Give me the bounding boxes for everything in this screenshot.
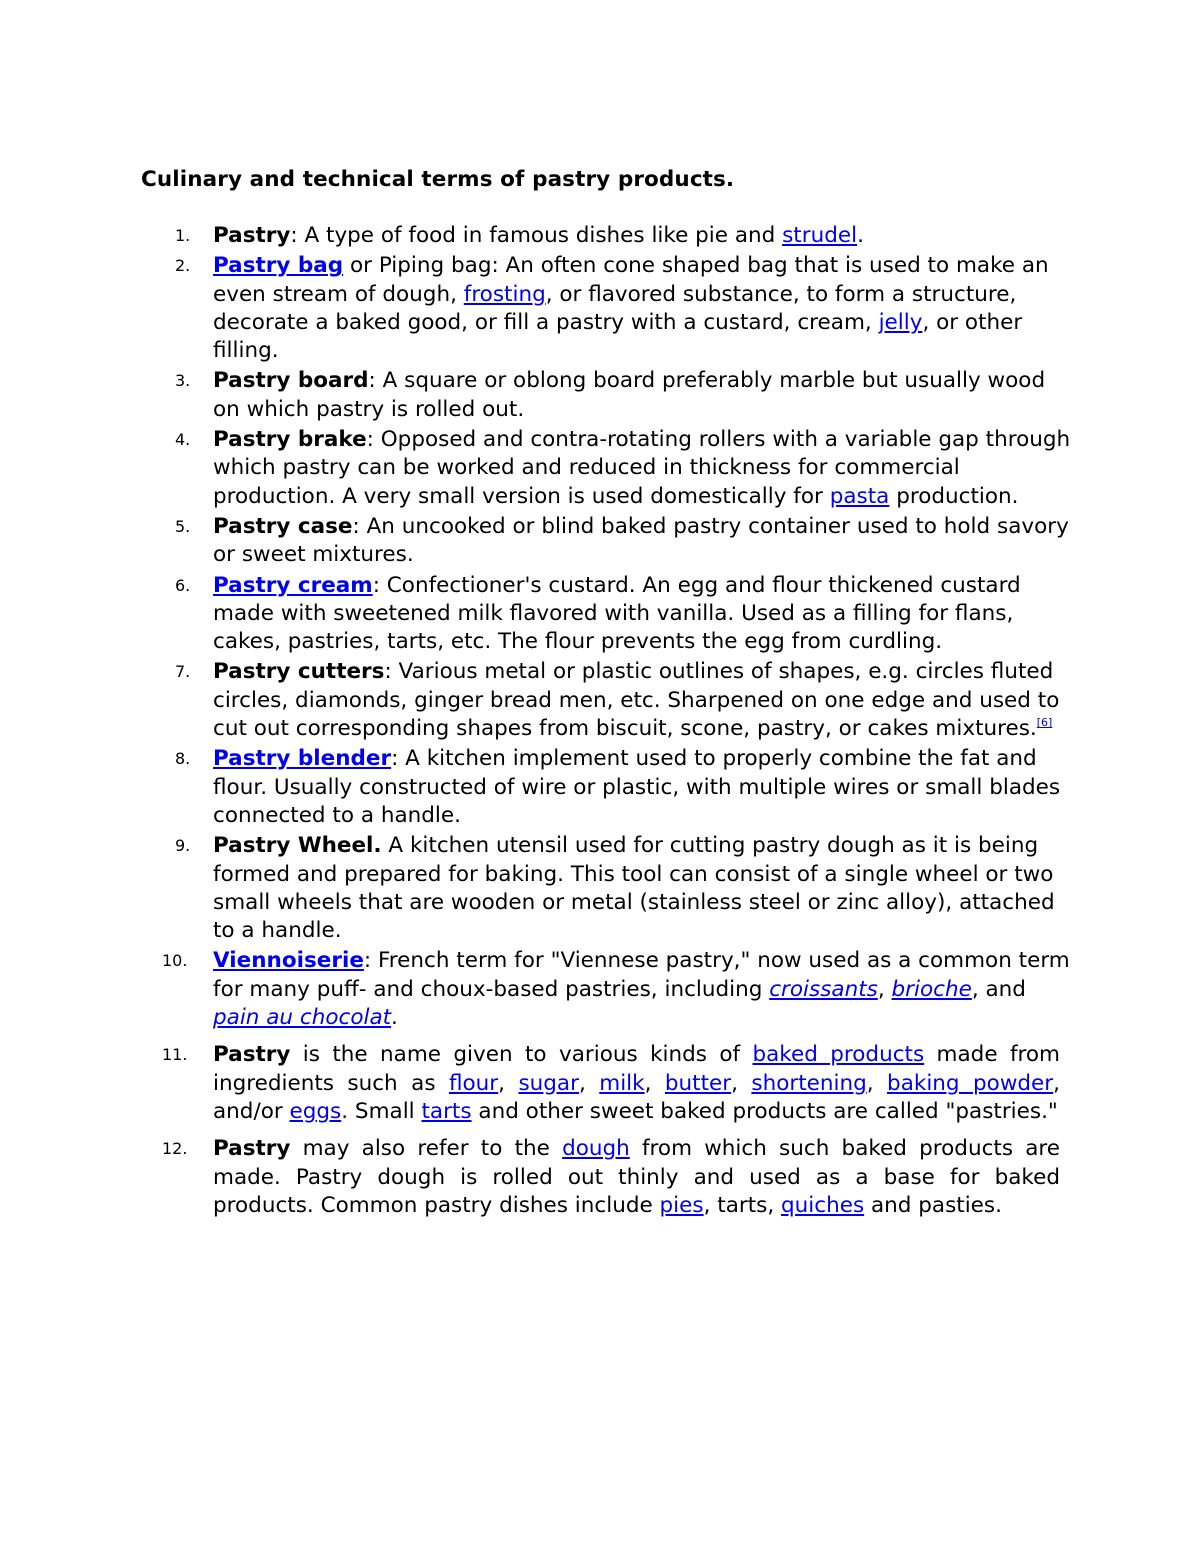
item-text: may also refer to the: [290, 1136, 563, 1162]
item-text: : French term for "Viennese pastry," now used as a common term for many puff- and choux-based pastries, including: [213, 948, 1070, 1002]
link-milk[interactable]: milk: [599, 1070, 645, 1096]
item-text: ,: [578, 1070, 600, 1096]
link-pasta[interactable]: pasta: [829, 483, 890, 509]
item-text: . Small: [341, 1098, 422, 1124]
term-label: Pastry cutters: [213, 659, 385, 685]
list-item: [0, 252, 1200, 365]
list-item: [0, 947, 1200, 1032]
link-tarts[interactable]: tarts: [421, 1098, 472, 1124]
item-number: 3.: [175, 371, 191, 391]
link-sugar[interactable]: sugar: [518, 1070, 579, 1096]
item-number: 10.: [162, 951, 188, 971]
link-jelly[interactable]: jelly: [878, 309, 923, 335]
item-number: 5.: [175, 516, 191, 536]
item-number: 1.: [175, 226, 191, 245]
item-text: ,: [644, 1070, 665, 1096]
link-strudel[interactable]: strudel: [782, 223, 858, 248]
list-item: [0, 426, 1200, 511]
item-text: and pasties.: [864, 1192, 1002, 1218]
item-text: and other sweet baked products are called "pastries.": [471, 1098, 1058, 1124]
list-item: [0, 658, 1200, 743]
item-text: , tarts,: [703, 1192, 782, 1218]
item-text: A kitchen utensil used for cutting pastry dough as it is being formed and prepared for baking. This tool can consist of a single wheel or two small wheels that are wooden or metal (stainless steel or zinc alloy), attached to a handle.: [213, 833, 1055, 944]
link-pain-au-chocolat[interactable]: pain au chocolat: [213, 1005, 392, 1031]
link-croissants[interactable]: croissants: [769, 976, 878, 1002]
list-item: [0, 222, 1200, 250]
item-text: , and/or: [213, 1070, 1060, 1124]
list-item: [0, 367, 1200, 424]
item-text: , or other filling.: [213, 309, 1023, 364]
link-pastry-blender[interactable]: Pastry blender: [213, 746, 392, 772]
term-label: Pastry: [213, 223, 291, 248]
item-text: made from ingredients such as: [213, 1042, 1060, 1096]
item-text: , and: [971, 976, 1026, 1002]
item-text: ,: [498, 1070, 519, 1096]
item-text: : Opposed and contra-rotating rollers with a variable gap through which pastry can be worked and reduced in thickness for commercial production. A very small version is used domestically for: [213, 427, 1071, 509]
link-frosting[interactable]: frosting: [463, 281, 546, 307]
term-label: Pastry board: [213, 368, 369, 394]
item-text: from which such baked products are made. Pastry dough is rolled out thinly and used as a base for baked products. Common pastry dishes include: [213, 1136, 1060, 1218]
item-number: 2.: [175, 256, 191, 276]
item-number: 11.: [162, 1045, 188, 1065]
link-shortening[interactable]: shortening: [751, 1070, 867, 1096]
list-item: [0, 745, 1200, 830]
item-text: ,: [866, 1070, 888, 1096]
item-text: , or flavored substance, to form a structure, decorate a baked good, or fill a pastry with a custard, cream,: [213, 281, 1017, 335]
link-quiches[interactable]: quiches: [781, 1192, 865, 1218]
item-number: 4.: [175, 430, 191, 450]
document-title: Culinary and technical terms of pastry products.: [141, 167, 735, 192]
item-number: 12.: [162, 1139, 188, 1159]
item-text: or Piping bag: An often cone shaped bag that is used to make an even stream of dough,: [213, 253, 1049, 307]
list-item: [0, 572, 1200, 657]
link-brioche[interactable]: brioche: [891, 976, 972, 1002]
term-label: Pastry case: [213, 513, 353, 539]
item-number: 7.: [175, 662, 191, 682]
link-eggs[interactable]: eggs: [289, 1098, 342, 1124]
item-text: is the name given to various kinds of: [290, 1042, 753, 1068]
term-label: Pastry brake: [213, 427, 367, 453]
link-viennoiserie[interactable]: Viennoiserie: [213, 948, 364, 974]
item-text: .: [391, 1005, 398, 1031]
item-number: 6.: [175, 575, 191, 595]
term-label: Pastry: [213, 1136, 291, 1162]
terms-list: [0, 222, 1200, 1222]
link-pies[interactable]: pies: [659, 1192, 704, 1218]
list-item: [0, 832, 1200, 945]
list-item: [0, 1041, 1200, 1126]
link-dough[interactable]: dough: [562, 1136, 630, 1162]
item-text: : A square or oblong board preferably marble but usually wood on which pastry is rolled out.: [213, 368, 1046, 422]
item-text: production.: [889, 483, 1019, 509]
item-text: ,: [731, 1070, 752, 1096]
item-number: 9.: [175, 836, 191, 856]
item-text: : A type of food in famous dishes like pie and: [290, 223, 783, 248]
link-flour[interactable]: flour: [448, 1070, 499, 1096]
reference-link[interactable]: [6]: [1036, 716, 1053, 730]
link-pastry-cream[interactable]: Pastry cream: [213, 572, 373, 598]
term-label: Pastry Wheel.: [213, 833, 382, 859]
link-butter[interactable]: butter: [664, 1070, 732, 1096]
item-text: : A kitchen implement used to properly combine the fat and flour. Usually constructed of wire or plastic, with multiple wires or small blades connected to a handle.: [213, 746, 1061, 828]
link-baking-powder[interactable]: baking powder: [887, 1070, 1054, 1096]
link-baked-products[interactable]: baked products: [752, 1042, 925, 1068]
item-text: ,: [877, 976, 892, 1002]
item-text: : An uncooked or blind baked pastry container used to hold savory or sweet mixtures.: [213, 513, 1069, 568]
item-number: 8.: [175, 749, 191, 769]
list-item: [0, 1135, 1200, 1220]
term-label: Pastry: [213, 1042, 291, 1068]
item-text: .: [857, 223, 864, 248]
item-text: : Various metal or plastic outlines of shapes, e.g. circles fluted circles, diamonds, ginger bread men, etc. Sharpened on one edge and used to cut out corresponding shapes from biscuit, scone, pastry, or cakes mixtures.: [213, 659, 1060, 742]
link-pastry-bag[interactable]: Pastry bag: [213, 253, 344, 279]
list-item: [0, 513, 1200, 570]
item-text: : Confectioner's custard. An egg and flour thickened custard made with sweetened milk flavored with vanilla. Used as a filling for flans, cakes, pastries, tarts, etc. The flour prevents the egg from curdling.: [213, 572, 1021, 655]
